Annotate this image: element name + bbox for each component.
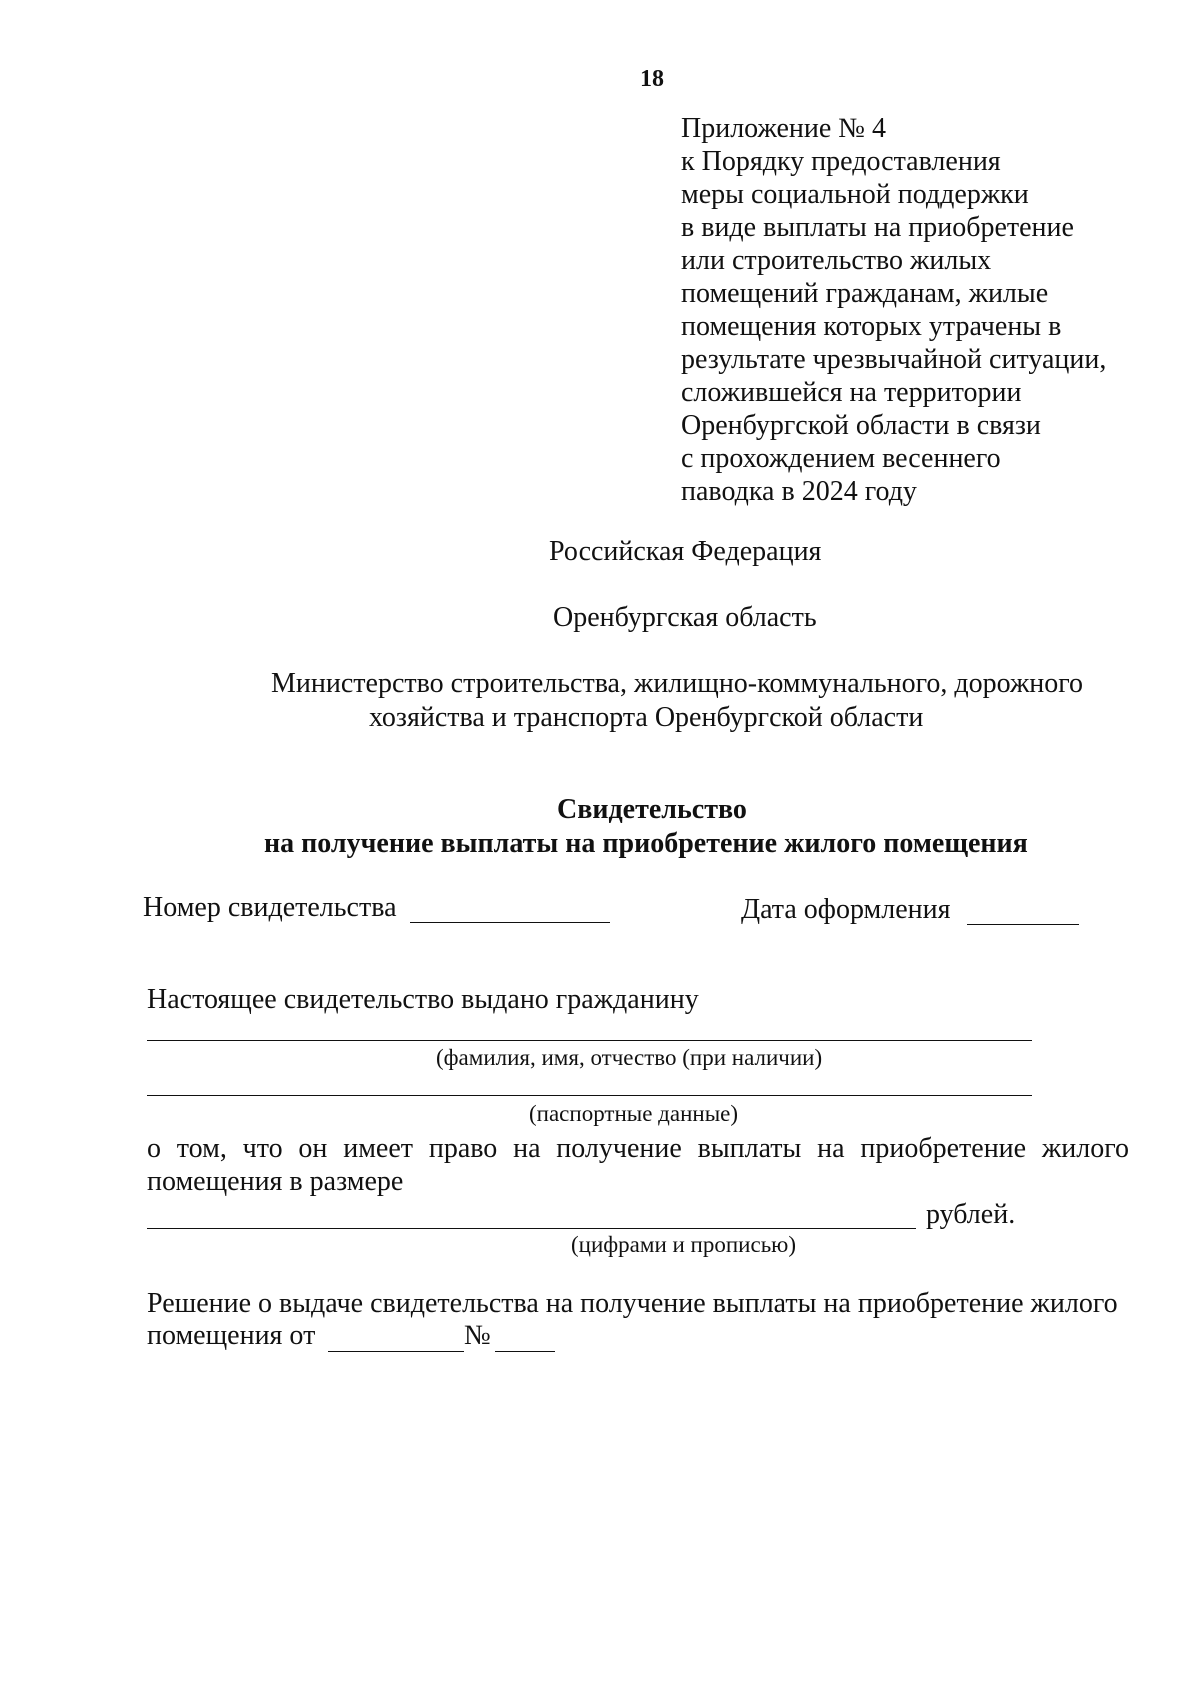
issued-to-text: Настоящее свидетельство выдано гражданину (147, 984, 699, 1015)
right-text-line-2: помещения в размере (147, 1166, 404, 1197)
appendix-line: помещения которых утрачены в (681, 311, 1062, 342)
appendix-block (681, 112, 1181, 508)
fio-caption: (фамилия, имя, отчество (при наличии) (436, 1045, 823, 1070)
appendix-line: в виде выплаты на приобретение (681, 212, 1074, 243)
appendix-line: меры социальной поддержки (681, 179, 1029, 210)
region-heading: Оренбургская область (553, 602, 817, 633)
decision-number-blank (495, 1351, 555, 1352)
decision-line-2-prefix: помещения от (147, 1320, 316, 1351)
issue-date-label: Дата оформления (741, 894, 951, 925)
issue-date-blank (967, 924, 1079, 925)
page-number: 18 (640, 66, 664, 92)
ministry-line-2: хозяйства и транспорта Оренбургской области (369, 702, 924, 733)
certificate-number-blank (410, 922, 610, 923)
fio-blank (147, 1040, 1032, 1041)
document-title: Свидетельство (557, 794, 747, 825)
passport-blank (147, 1095, 1032, 1096)
appendix-line: сложившейся на территории (681, 377, 1022, 408)
appendix-line: или строительство жилых (681, 245, 992, 276)
decision-date-blank (328, 1351, 464, 1352)
document-subtitle: на получение выплаты на приобретение жилого помещения (264, 828, 1028, 859)
certificate-number-label: Номер свидетельства (143, 892, 397, 923)
appendix-line: с прохождением весеннего (681, 443, 1001, 474)
number-sign: № (464, 1320, 491, 1351)
amount-blank (147, 1228, 916, 1229)
ministry-line-1: Министерство строительства, жилищно-коммунального, дорожного (271, 668, 1084, 699)
appendix-line: Приложение № 4 (681, 113, 886, 144)
decision-line-1: Решение о выдаче свидетельства на получение выплаты на приобретение жилого (147, 1288, 1118, 1319)
appendix-line: Оренбургской области в связи (681, 410, 1041, 441)
country-heading: Российская Федерация (549, 536, 822, 567)
appendix-line: к Порядку предоставления (681, 146, 1001, 177)
appendix-line: паводка в 2024 году (681, 476, 917, 507)
appendix-line: помещений гражданам, жилые (681, 278, 1049, 309)
appendix-line: результате чрезвычайной ситуации, (681, 344, 1107, 375)
passport-caption: (паспортные данные) (529, 1101, 739, 1126)
rubles-label: рублей. (926, 1199, 1016, 1230)
right-text-line-1: о том, что он имеет право на получение выплаты на приобретение жилого (147, 1133, 1129, 1164)
amount-caption: (цифрами и прописью) (571, 1232, 797, 1257)
